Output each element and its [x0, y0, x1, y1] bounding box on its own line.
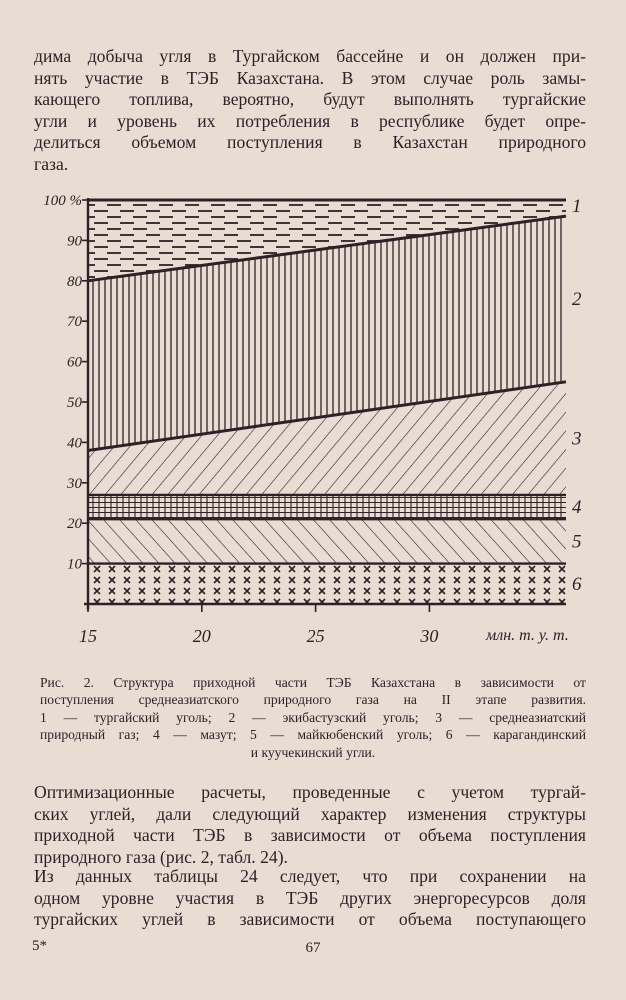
paragraph-bottom [34, 866, 586, 931]
series-label-5: 5 [572, 531, 582, 553]
text-line: угли и уровень их потребления в республике будет опре- [34, 110, 586, 131]
caption-line: и куучекинский угли. [250, 744, 376, 760]
structure-chart [0, 190, 626, 670]
y-tick-label: 30 [67, 475, 82, 492]
y-tick-label: 20 [67, 516, 82, 533]
series-label-1: 1 [572, 196, 582, 218]
x-tick-label: 15 [79, 626, 97, 646]
y-tick-label: 100 % [43, 193, 82, 209]
caption-line: поступления среднеазиатского природного газа на II этапе развития. [40, 692, 586, 708]
x-tick-label: 25 [306, 626, 325, 646]
text-line: Оптимизационные расчеты, проведенные с учетом тургай- [34, 782, 586, 802]
y-tick-label: 80 [67, 273, 82, 290]
text-line: тургайских углей в зависимости от объема поступающего [34, 909, 586, 930]
series-label-3: 3 [572, 428, 582, 450]
caption-line: 1 — тургайский уголь; 2 — экибастузский уголь; 3 — среднеазиатский [40, 709, 586, 725]
area-layer-5 [88, 519, 566, 563]
paragraph-top [34, 46, 586, 176]
area-layer-4 [88, 495, 566, 519]
series-label-2: 2 [572, 288, 582, 310]
y-tick-label: 70 [67, 314, 82, 331]
page-number: 67 [305, 940, 321, 956]
y-tick-label: 50 [67, 395, 82, 411]
text-line: кающего топлива, вероятно, будут выполнять тургайские [34, 89, 586, 110]
text-line: приходной части ТЭБ в зависимости от объема поступления [34, 825, 586, 846]
text-line: газа. [34, 153, 69, 174]
text-line: Из данных таблицы 24 следует, что при сохранении на [34, 866, 586, 886]
text-line: дима добыча угля в Тургайском бассейне и он должен при- [34, 46, 586, 66]
text-line: ских углей, дали следующий характер изменения структуры [34, 803, 586, 824]
y-tick-label: 10 [67, 556, 82, 573]
caption-line: Рис. 2. Структура приходной части ТЭБ Казахстана в зависимости от [40, 675, 586, 690]
signature-mark: 5* [32, 938, 47, 954]
y-tick-label: 40 [67, 435, 82, 452]
text-line: делиться объемом поступления в Казахстан природного [34, 132, 586, 153]
figure-caption [40, 674, 586, 761]
text-line: природного газа (рис. 2, табл. 24). [34, 846, 288, 867]
caption-line: природный газ; 4 — мазут; 5 — майкюбенский уголь; 6 — карагандинский [40, 727, 586, 743]
text-line: одном уровне участия в ТЭБ других энергоресурсов доля [34, 887, 586, 908]
text-line: нять участие в ТЭБ Казахстана. В этом случае роль замы- [34, 67, 586, 88]
x-axis-label: млн. т. у. т. [486, 627, 569, 644]
series-label-6: 6 [572, 573, 582, 595]
area-layer-6 [88, 564, 566, 604]
x-tick-label: 20 [192, 626, 211, 646]
series-label-4: 4 [572, 497, 582, 519]
x-tick-label: 30 [420, 626, 439, 646]
paragraph-middle [34, 782, 586, 868]
y-tick-label: 90 [67, 233, 82, 250]
y-tick-label: 60 [67, 354, 82, 371]
